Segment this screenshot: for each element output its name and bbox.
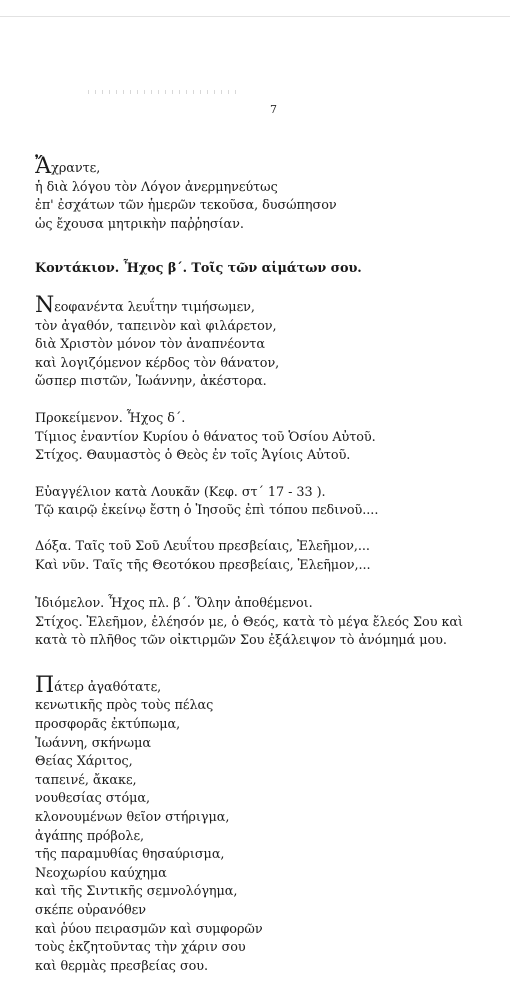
scan-marks [88, 90, 238, 94]
prokeimenon-verse: Στίχος. Θαυμαστὸς ὁ Θεὸς ἐν τοῖς Ἁγίοις Αὐτοῦ. [35, 448, 351, 464]
hymn-line: καὶ θερμὰς πρεσβείας σου. [35, 958, 209, 974]
apolytikion-first-line [35, 154, 505, 179]
kai-nyn-line: Καὶ νῦν. Ταῖς τῆς Θεοτόκου πρεσβείαις, Ἐλεῆμον,... [35, 557, 371, 573]
page-content [35, 154, 505, 991]
hymn-line: Ἰωάννη, σκήνωμα [35, 735, 151, 751]
gospel-block [35, 484, 505, 521]
kontakion-heading: Κοντάκιον. Ἦχος β΄. Τοῖς τῶν αἱμάτων σου. [35, 261, 362, 277]
hymn-line: τῆς παραμυθίας θησαύρισμα, [35, 847, 225, 863]
hymn-line: καὶ τῆς Σιντικῆς σεμνολόγημα, [35, 884, 238, 900]
hymn-block [35, 672, 505, 977]
kontakion-line: καὶ λογιζόμενον κέρδος τὸν θάνατον, [35, 355, 280, 371]
apolytikion-line: ἐπ' ἐσχάτων τῶν ἡμερῶν τεκοῦσα, δυσώπησον [35, 198, 337, 214]
hymn-line: Νεοχωρίου καύχημα [35, 865, 167, 881]
hymn-line: κενωτικῆς πρὸς τοὺς πέλας [35, 698, 214, 714]
kontakion-first-text: εοφανέντα λευΐτην τιμήσωμεν, [54, 299, 255, 315]
prokeimenon-heading: Προκείμενον. Ἦχος δ΄. [35, 410, 186, 426]
hymn-line: καὶ ῥύου πειρασμῶν καὶ συμφορῶν [35, 921, 263, 937]
idiomelon-verse: κατὰ τὸ πλῆθος τῶν οἰκτιρμῶν Σου ἐξάλειψον τὸ ἀνόμημά μου. [35, 633, 447, 649]
kontakion-first-line [35, 292, 505, 318]
hymn-line: σκέπε οὐρανόθεν [35, 903, 146, 918]
kontakion-heading-block [35, 260, 505, 279]
hymn-line: ταπεινέ, ἄκακε, [35, 772, 137, 788]
page-number: 7 [270, 103, 277, 116]
kontakion-line: διὰ Χριστὸν μόνον τὸν ἀναπνέοντα [35, 337, 265, 353]
doxa-block [35, 538, 505, 575]
apolytikion-line: ὡς ἔχουσα μητρικὴν παῤῥησίαν. [35, 216, 244, 232]
idiomelon-verse: Στίχος. Ἐλεῆμον, ἐλέησόν με, ὁ Θεός, κατὰ τὸ μέγα ἔλεός Σου καὶ [35, 614, 463, 630]
idiomelon-block [35, 595, 505, 651]
prokeimenon-block [35, 410, 505, 466]
apolytikion-first-text: χραντε, [51, 161, 101, 176]
gospel-line: Τῷ καιρῷ ἐκείνῳ ἔστη ὁ Ἰησοῦς ἐπὶ τόπου πεδινοῦ.... [35, 503, 379, 519]
apolytikion-line: ἡ διὰ λόγου τὸν Λόγον ἀνερμηνεύτως [35, 179, 278, 195]
hymn-line: νουθεσίας στόμα, [35, 791, 150, 807]
apolytikion-initial: Ἄ [35, 154, 52, 179]
top-edge-rule [0, 16, 510, 17]
idiomelon-heading: Ἰδιόμελον. Ἦχος πλ. β΄. Ὅλην ἀποθέμενοι. [35, 596, 313, 612]
hymn-first-text: άτερ ἀγαθότατε, [54, 679, 162, 695]
kontakion-line: τὸν ἀγαθόν, ταπεινὸν καὶ φιλάρετον, [35, 318, 277, 334]
kontakion-block [35, 292, 505, 392]
kontakion-initial: Ν [35, 292, 55, 318]
prokeimenon-line: Τίμιος ἐναντίον Κυρίου ὁ θάνατος τοῦ Ὁσίου Αὐτοῦ. [35, 429, 376, 445]
apolytikion-block [35, 154, 505, 234]
hymn-initial: Π [35, 672, 55, 698]
gospel-heading: Εὐαγγέλιον κατὰ Λουκᾶν (Κεφ. στ΄ 17 - 33 ). [35, 484, 326, 500]
hymn-line: κλονουμένων θεῖον στήριγμα, [35, 810, 230, 826]
hymn-line: τοὺς ἐκζητοῦντας τὴν χάριν σου [35, 940, 246, 956]
kontakion-line: ὥσπερ πιστῶν, Ἰωάννην, ἀκέστορα. [35, 374, 267, 390]
doxa-line: Δόξα. Ταῖς τοῦ Σοῦ Λευΐτου πρεσβείαις, Ἐλεῆμον,... [35, 538, 370, 554]
hymn-line: προσφορᾶς ἐκτύπωμα, [35, 717, 181, 733]
hymn-line: ἀγάπης πρόβολε, [35, 828, 145, 844]
hymn-first-line [35, 672, 505, 698]
hymn-line: Θείας Χάριτος, [35, 754, 133, 770]
